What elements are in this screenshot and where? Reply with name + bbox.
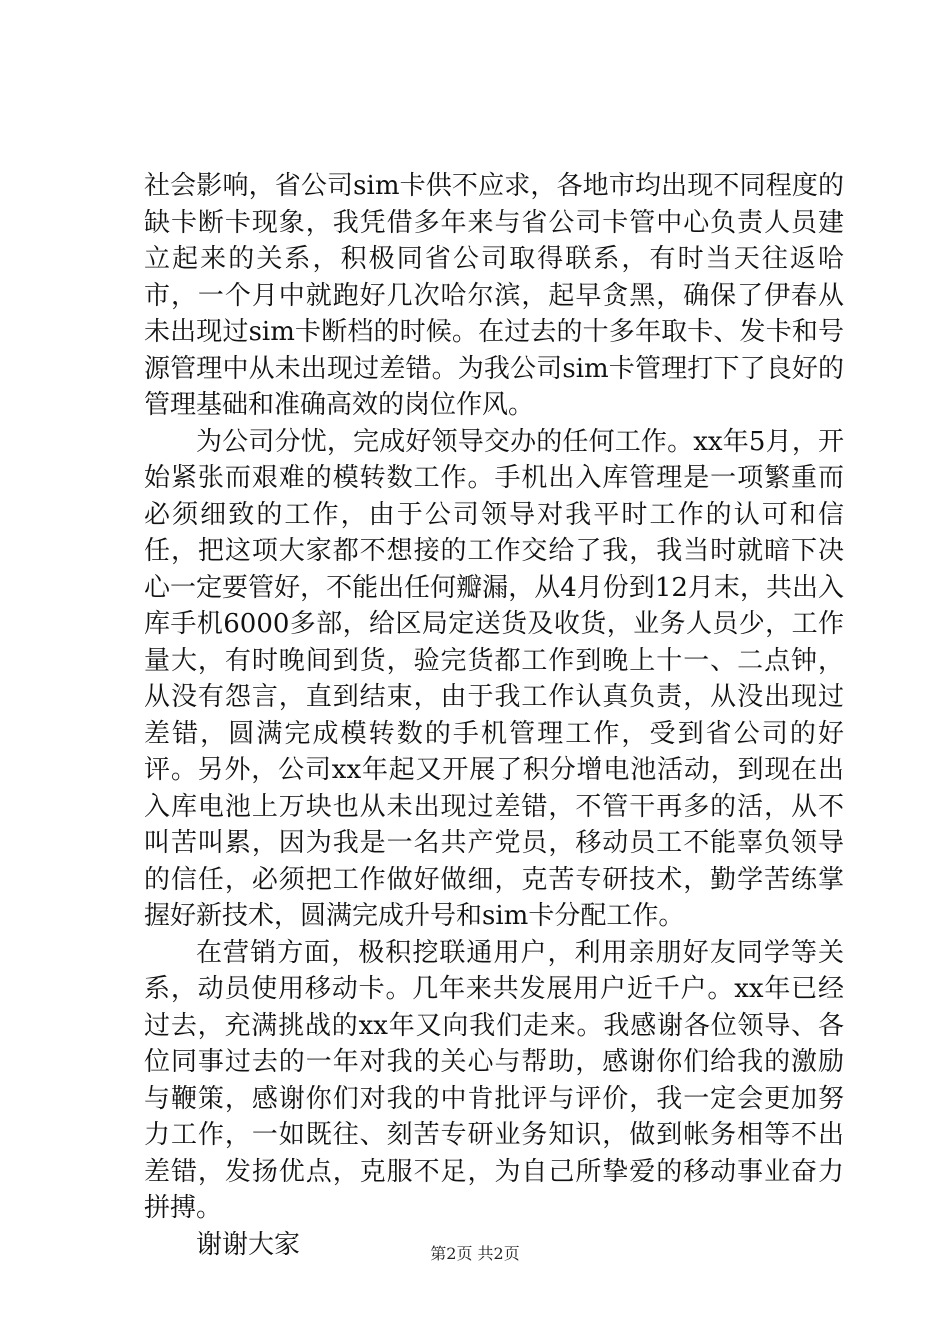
document-body — [144, 168, 844, 1263]
closing-line: 谢谢大家 — [196, 1229, 301, 1260]
paragraph-1: 社会影响，省公司sim卡供不应求，各地市均出现不同程度的缺卡断卡现象，我凭借多年来与省公司卡管中心负责人员建立起来的关系，积极同省公司取得联系，有时当天往返哈市，一个月中就跑好几次哈尔滨，起早贪黑，确保了伊春从未出现过sim卡断档的时候。在过去的十多年取卡、发卡和号源管理中从未出现过差错。为我公司sim卡管理打下了良好的管理基础和准确高效的岗位作风。 — [144, 171, 844, 420]
page-number-footer: 第2页 共2页 — [430, 1244, 520, 1263]
paragraph-3: 在营销方面，极积挖联通用户，利用亲朋好友同学等关系，动员使用移动卡。几年来共发展用户近千户。xx年已经过去，充满挑战的xx年又向我们走来。我感谢各位领导、各位同事过去的一年对我的关心与帮助，感谢你们给我的激励与鞭策，感谢你们对我的中肯批评与评价，我一定会更加努力工作，一如既往、刻苦专研业务知识，做到帐务相等不出差错，发扬优点，克服不足，为自己所挚爱的移动事业奋力拼搏。 — [144, 937, 844, 1223]
paragraph-2: 为公司分忧，完成好领导交办的任何工作。xx年5月，开始紧张而艰难的模转数工作。手机出入库管理是一项繁重而必须细致的工作，由于公司领导对我平时工作的认可和信任，把这项大家都不想接的工作交给了我，我当时就暗下决心一定要管好，不能出任何瓣漏，从4月份到12月末，共出入库手机6000多部，给区局定送货及收货，业务人员少，工作量大，有时晚间到货，验完货都工作到晚上十一、二点钟，从没有怨言，直到结束，由于我工作认真负责，从没出现过差错，圆满完成模转数的手机管理工作，受到省公司的好评。另外，公司xx年起又开展了积分增电池活动，到现在出入库电池上万块也从未出现过差错，不管干再多的活，从不叫苦叫累，因为我是一名共产党员，移动员工不能辜负领导的信任，必须把工作做好做细，克苦专研技术，勤学苦练掌握好新技术，圆满完成升号和sim卡分配工作。 — [144, 426, 844, 931]
